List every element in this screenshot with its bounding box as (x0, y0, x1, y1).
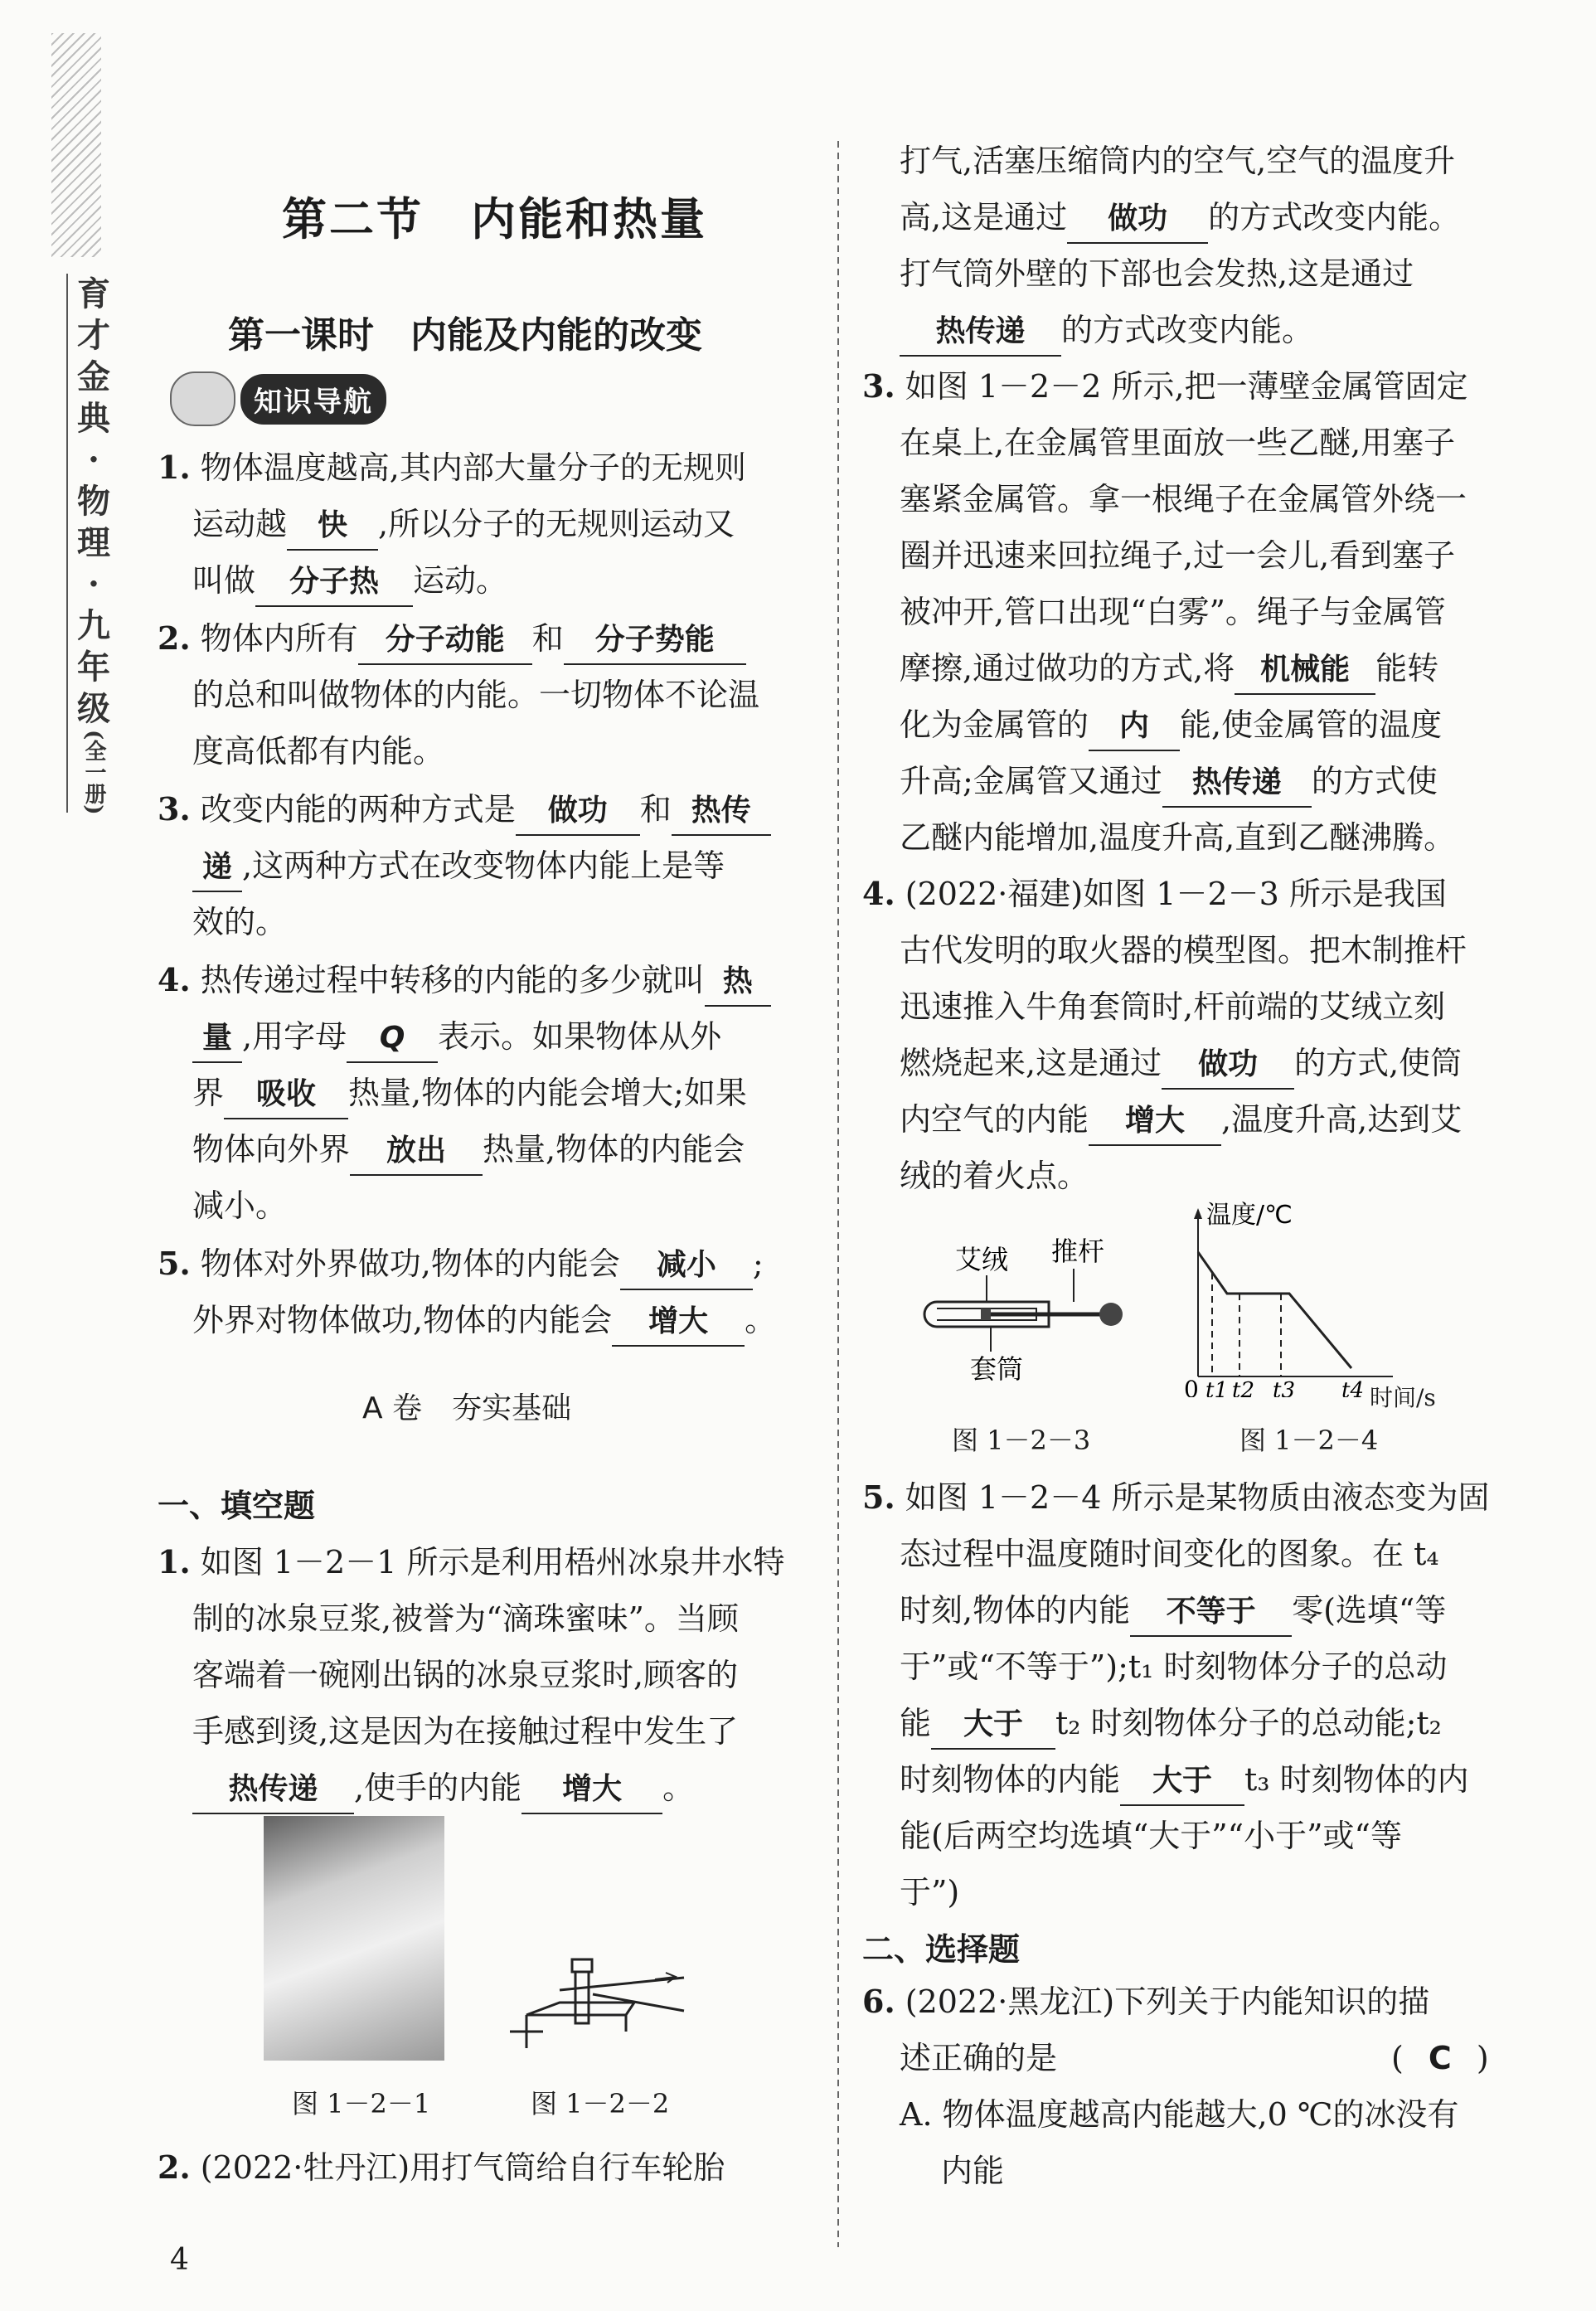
soy-milk-photo (264, 1816, 444, 2061)
answer-blank[interactable]: 放出 (350, 1128, 483, 1176)
spine-char: 理 (77, 523, 110, 562)
y-arrow-icon (1194, 1208, 1202, 1219)
item-number: 1. (158, 449, 191, 486)
item-number: 5. (158, 1245, 191, 1282)
answer-blank[interactable]: 递 (192, 844, 242, 892)
question-line (900, 1582, 1446, 1639)
spine-char: 才 (77, 316, 110, 355)
figure-caption: 图 1－2－2 (531, 2088, 670, 2119)
mascot-icon (170, 371, 235, 426)
text: (2022·黑龙江)下列关于内能知识的描 (905, 1983, 1430, 2020)
question-line (900, 697, 1442, 753)
question-number: 5. (862, 1478, 895, 1516)
question-line: 手感到烫,这是因为在接触过程中发生了 (192, 1713, 739, 1750)
answer-blank[interactable]: 热传递 (1162, 760, 1312, 808)
text: ,温度升高,达到艾 (1221, 1101, 1463, 1138)
answer-blank[interactable]: 分子热 (255, 559, 413, 607)
answer-blank[interactable]: 内 (1089, 703, 1180, 751)
knowledge-badge (170, 371, 386, 426)
answer-blank[interactable]: 减小 (620, 1242, 753, 1290)
spine-char: (全一册) (81, 730, 106, 815)
answer-blank[interactable]: 吸收 (224, 1071, 348, 1119)
knowledge-item (158, 439, 746, 496)
answer-blank[interactable]: 做功 (1162, 1041, 1294, 1090)
fire-piston-figure (912, 1236, 1144, 1401)
tick-label: t3 (1273, 1378, 1295, 1397)
answer-blank[interactable]: 分子动能 (358, 617, 532, 665)
figure-caption: 图 1－2－4 (1239, 1425, 1379, 1456)
rod-handle (1099, 1303, 1123, 1326)
section-title: 第二节 内能和热量 (282, 192, 707, 245)
answer-bracket (1391, 2030, 1489, 2086)
spine-char: 物 (77, 482, 110, 521)
knowledge-line (192, 552, 507, 609)
text: 。 (745, 1302, 777, 1338)
metal-tube-figure (510, 1936, 692, 2061)
question-line: 客端着一碗刚出锅的冰泉豆浆时,顾客的 (192, 1657, 739, 1693)
answer-blank[interactable]: 增大 (1089, 1098, 1221, 1146)
knowledge-line (192, 496, 735, 552)
question-line (900, 640, 1438, 697)
text: ,这两种方式在改变物体内能上是等 (242, 847, 725, 884)
text: 物体对外界做功,物体的内能会 (200, 1245, 620, 1282)
text: 的方式使 (1311, 763, 1438, 799)
answer-blank[interactable]: 量 (192, 1015, 242, 1063)
answer-blank[interactable]: 大于 (1120, 1758, 1244, 1806)
spine-char: · (88, 565, 99, 604)
part-a-heading: A 卷 夯实基础 (362, 1391, 572, 1425)
question-3 (862, 358, 1468, 415)
bracket: ) (1476, 2040, 1489, 2076)
answer-blank[interactable]: 增大 (612, 1299, 745, 1347)
answer-blank[interactable]: Q (347, 1015, 438, 1063)
choice-answer[interactable]: C (1428, 2040, 1452, 2076)
question-line: 打气,活塞压缩筒内的空气,空气的温度升 (900, 143, 1456, 179)
question-line: 塞紧金属管。拿一根绳子在金属管外绕一 (900, 481, 1467, 517)
spine-text (77, 274, 110, 815)
spine-char: 九 (77, 606, 110, 645)
text: (2022·牡丹江)用打气筒给自行车轮胎 (200, 2149, 725, 2186)
text: 物体温度越高,其内部大量分子的无规则 (200, 449, 746, 486)
text: 热量,物体的内能会增大;如果 (348, 1075, 747, 1111)
text: ,用字母 (242, 1018, 347, 1055)
question-line (900, 1751, 1469, 1808)
text: 。 (662, 1770, 695, 1806)
text: ,所以分子的无规则运动又 (378, 506, 735, 542)
knowledge-line: 效的。 (192, 904, 288, 940)
text: 如图 1－2－2 所示,把一薄壁金属管固定 (905, 368, 1468, 405)
text: 能转 (1375, 650, 1439, 687)
question-number: 1. (158, 1543, 191, 1580)
text: 热传递过程中转移的内能的多少就叫 (200, 962, 705, 998)
question-number: 6. (862, 1983, 895, 2020)
tick-label: t1 (1205, 1378, 1228, 1397)
decorative-hatch (51, 33, 101, 257)
question-line: 述正确的是 (900, 2040, 1058, 2076)
question-line: 圈并迅速来回拉绳子,过一会儿,看到塞子 (900, 537, 1456, 574)
item-number: 2. (158, 619, 191, 657)
answer-blank[interactable]: 热 (705, 959, 771, 1007)
question-line: 打气筒外壁的下部也会发热,这是通过 (900, 255, 1414, 292)
text: 高,这是通过 (900, 199, 1068, 235)
cooling-curve (1198, 1252, 1351, 1368)
text: 的方式改变内能。 (1061, 312, 1314, 348)
spine-char: 金 (77, 357, 110, 396)
question-line: 制的冰泉豆浆,被誉为“滴珠蜜味”。当顾 (192, 1600, 739, 1637)
column-divider (837, 141, 839, 2247)
lesson-title: 第一课时 内能及内能的改变 (228, 314, 702, 357)
question-line (192, 1760, 694, 1816)
question-line (900, 753, 1438, 809)
rope (560, 1978, 684, 2011)
knowledge-item (158, 952, 771, 1008)
knowledge-item (158, 781, 771, 837)
question-line (900, 1091, 1462, 1148)
text: (2022·福建)如图 1－2－3 所示是我国 (905, 876, 1447, 912)
question-2 (158, 2139, 725, 2196)
table (526, 2003, 634, 2015)
question-5 (862, 1469, 1489, 1526)
text: 能,使金属管的温度 (1180, 706, 1443, 743)
question-line (900, 1695, 1442, 1751)
label-push-rod: 推杆 (1051, 1236, 1105, 1267)
question-line (900, 189, 1460, 245)
label-sleeve: 套筒 (970, 1353, 1024, 1385)
knowledge-line (192, 1008, 721, 1065)
text: 外界对物体做功,物体的内能会 (192, 1302, 613, 1338)
spine-char: · (88, 440, 99, 479)
question-line: 迅速推入牛角套筒时,杆前端的艾绒立刻 (900, 988, 1446, 1025)
moxa-plug (981, 1308, 991, 1320)
text: 改变内能的两种方式是 (200, 791, 516, 828)
text: 如图 1－2－1 所示是利用梧州冰泉井水特 (200, 1544, 785, 1580)
page-number: 4 (170, 2243, 189, 2277)
question-1 (158, 1534, 784, 1590)
question-line: 于”) (900, 1874, 960, 1910)
stopper (572, 1959, 592, 1972)
answer-blank[interactable]: 快 (287, 502, 378, 551)
option-a[interactable]: A. 物体温度越高内能越大,0 ℃的冰没有 (900, 2096, 1459, 2133)
question-line: 绒的着火点。 (900, 1158, 1089, 1194)
text: 物体向外界 (192, 1131, 351, 1168)
spine-char: 典 (77, 399, 110, 438)
bracket: ( (1391, 2040, 1404, 2076)
text: 如图 1－2－4 所示是某物质由液态变为固 (905, 1479, 1490, 1516)
text: 时刻,物体的内能 (900, 1592, 1131, 1629)
text: 的方式改变内能。 (1208, 199, 1461, 235)
text: 叫做 (192, 562, 256, 599)
text: t₂ 时刻物体分子的总动能;t₂ (1055, 1705, 1442, 1741)
figure-caption: 图 1－2－1 (292, 2088, 431, 2119)
text: 的方式,使筒 (1294, 1045, 1463, 1081)
choice-heading: 二、选择题 (862, 1931, 1021, 1968)
knowledge-line (192, 1121, 745, 1177)
question-line: 能(后两空均选填“大于”“小于”或“等 (900, 1818, 1402, 1854)
text: 能 (900, 1705, 932, 1741)
text: 摩擦,通过做功的方式,将 (900, 650, 1235, 687)
question-4 (862, 866, 1447, 922)
question-line (900, 302, 1313, 358)
figure-caption: 图 1－2－3 (952, 1425, 1091, 1456)
question-6 (862, 1974, 1429, 2030)
option-a-line: 内能 (941, 2153, 1005, 2189)
spine-rule (66, 274, 68, 813)
y-axis-label: 温度/℃ (1206, 1201, 1293, 1230)
question-line: 乙醚内能增加,温度升高,直到乙醚沸腾。 (900, 819, 1456, 856)
answer-blank[interactable]: 热传递 (900, 308, 1061, 357)
knowledge-line (192, 837, 725, 894)
item-number: 3. (158, 790, 191, 828)
question-line: 于”或“不等于”);t₁ 时刻物体分子的总动 (900, 1648, 1448, 1685)
tick-label: t2 (1232, 1378, 1254, 1397)
answer-blank[interactable]: 机械能 (1235, 647, 1375, 695)
question-number: 4. (862, 875, 895, 912)
question-line: 被冲开,管口出现“白雾”。绳子与金属管 (900, 594, 1446, 630)
answer-blank[interactable]: 增大 (521, 1766, 662, 1814)
knowledge-line: 减小。 (192, 1187, 288, 1224)
knowledge-line (192, 1292, 776, 1348)
text: 零(选填“等 (1292, 1592, 1447, 1629)
item-number: 4. (158, 961, 191, 998)
badge-label: 知识导航 (240, 374, 386, 425)
answer-blank[interactable]: 热传递 (192, 1766, 354, 1814)
tick-label: 0 (1184, 1376, 1199, 1397)
text: 和 (531, 620, 564, 657)
question-line: 古代发明的取火器的模型图。把木制推杆 (900, 932, 1467, 969)
answer-blank[interactable]: 热传 (672, 788, 771, 836)
question-number: 3. (862, 367, 895, 405)
text: 运动。 (413, 562, 508, 599)
answer-blank[interactable]: 做功 (516, 788, 640, 836)
spine-char: 育 (77, 274, 110, 313)
spine-char: 级 (77, 689, 110, 728)
question-number: 2. (158, 2148, 191, 2186)
text: 燃烧起来,这是通过 (900, 1045, 1162, 1081)
text: 表示。如果物体从外 (438, 1018, 722, 1055)
text: 和 (639, 791, 672, 828)
question-line: 态过程中温度随时间变化的图象。在 t₄ (900, 1536, 1439, 1572)
knowledge-line: 的总和叫做物体的内能。一切物体不论温 (192, 677, 760, 713)
knowledge-item (158, 1236, 764, 1292)
text: ; (752, 1245, 764, 1282)
text: 化为金属管的 (900, 706, 1089, 743)
x-axis-label: 时间/s (1370, 1384, 1436, 1411)
text: 界 (192, 1075, 225, 1111)
answer-blank[interactable]: 做功 (1067, 196, 1208, 244)
text: t₃ 时刻物体的内 (1244, 1761, 1469, 1798)
text: 时刻物体的内能 (900, 1761, 1121, 1798)
answer-blank[interactable]: 不等于 (1130, 1589, 1292, 1637)
knowledge-line (192, 1065, 747, 1121)
temperature-time-graph (1177, 1198, 1459, 1397)
text: 热量,物体的内能会 (483, 1131, 745, 1168)
question-line (900, 1035, 1462, 1091)
text: 升高;金属管又通过 (900, 763, 1162, 799)
answer-blank[interactable]: 分子势能 (564, 617, 746, 665)
question-line: 在桌上,在金属管里面放一些乙醚,用塞子 (900, 425, 1456, 461)
fill-blank-heading: 一、填空题 (158, 1488, 316, 1524)
label-moxa: 艾绒 (955, 1244, 1009, 1275)
text: ,使手的内能 (354, 1770, 522, 1806)
spine-char: 年 (77, 648, 110, 687)
answer-blank[interactable]: 大于 (931, 1702, 1055, 1750)
tick-label: t4 (1341, 1378, 1364, 1397)
text: 内空气的内能 (900, 1101, 1089, 1138)
knowledge-item (158, 610, 746, 667)
text: 运动越 (192, 506, 288, 542)
text: 物体内所有 (200, 620, 358, 657)
knowledge-line: 度高低都有内能。 (192, 733, 445, 770)
